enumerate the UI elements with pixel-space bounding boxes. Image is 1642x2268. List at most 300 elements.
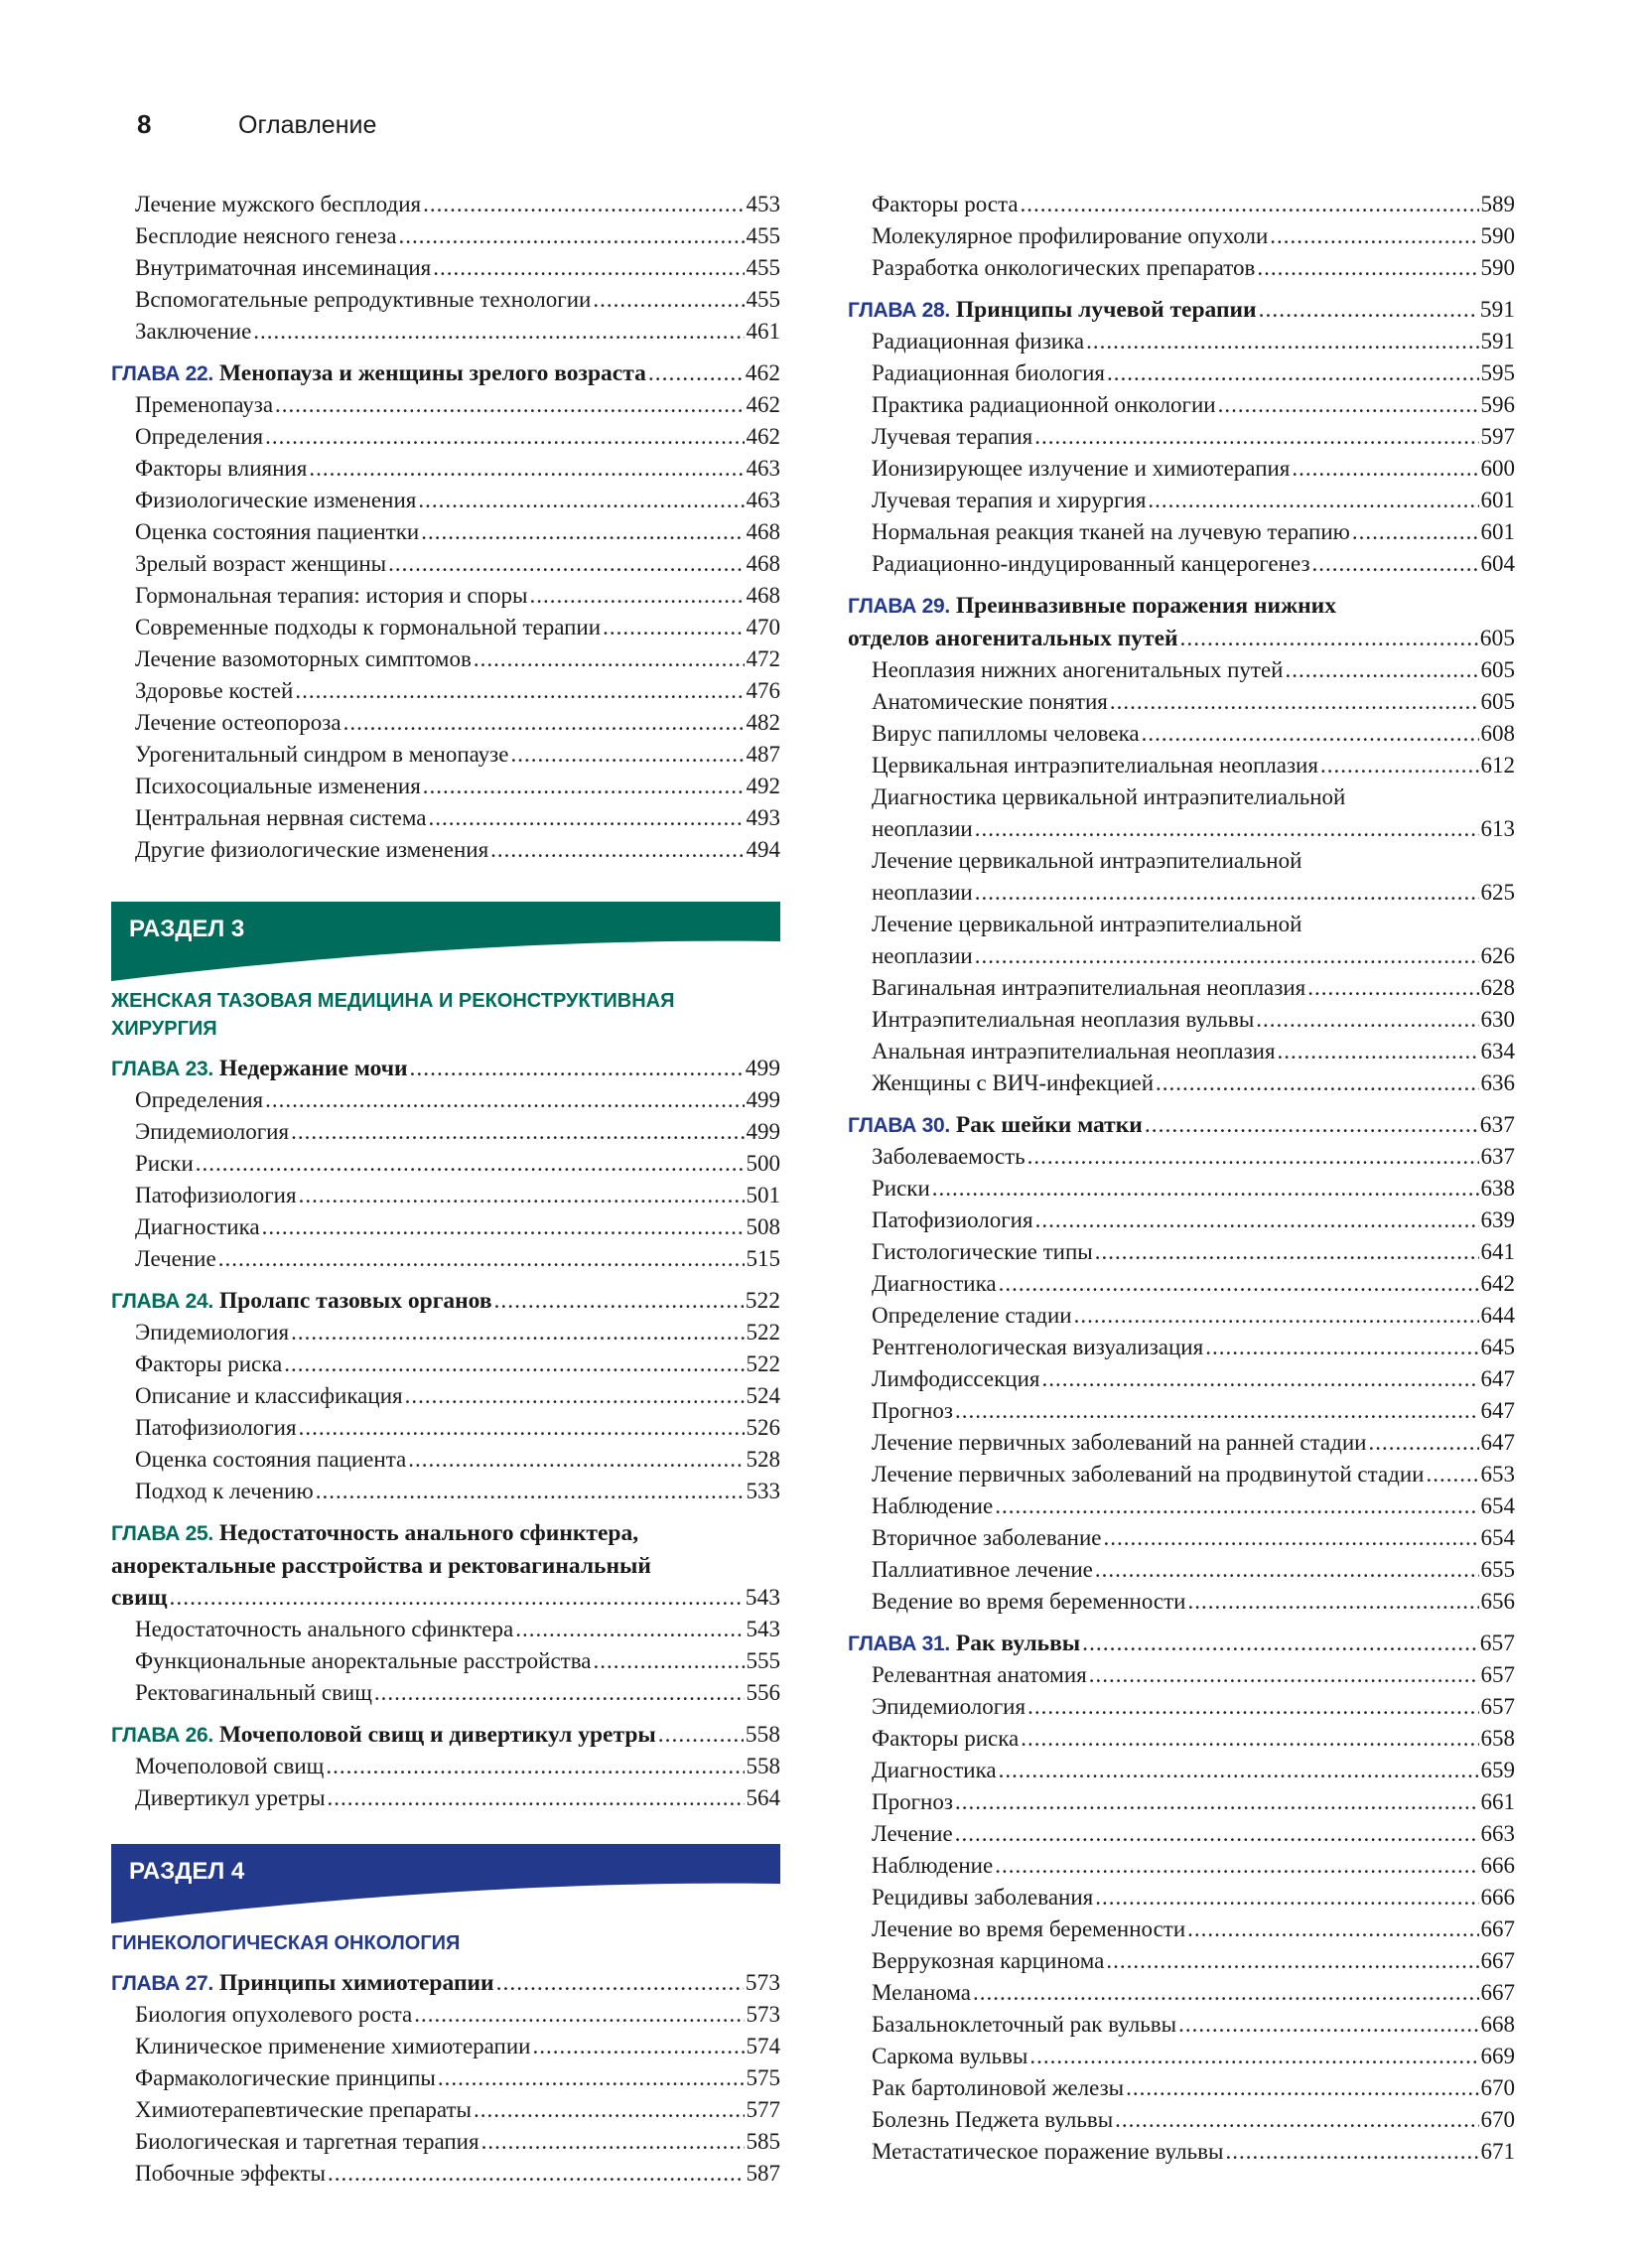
- entry-page: 533: [746, 1479, 780, 1503]
- toc-entry[interactable]: [848, 2041, 1515, 2072]
- chapter-title-line2: отделов аногенитальных путей: [848, 626, 1178, 651]
- entry-page: 656: [1480, 1589, 1515, 1614]
- toc-entry[interactable]: [111, 1148, 780, 1180]
- leader-dots: [170, 1582, 744, 1614]
- entry-page: 455: [746, 287, 780, 312]
- toc-entry[interactable]: [848, 1004, 1515, 1036]
- toc-entry[interactable]: [111, 1444, 780, 1476]
- entry-label: Радиационная биология: [872, 360, 1105, 385]
- leader-dots: [955, 1395, 1479, 1427]
- entry-label: Ректовагинальный свищ: [135, 1680, 372, 1705]
- toc-entry[interactable]: [848, 718, 1515, 750]
- entry-label: Лучевая терапия: [872, 424, 1033, 449]
- section-3-title: ЖЕНСКАЯ ТАЗОВАЯ МЕДИЦИНА И РЕКОНСТРУКТИВНАЯ ХИРУРГИЯ: [111, 990, 675, 1040]
- leader-dots: [1110, 686, 1479, 718]
- entry-page: 526: [746, 1415, 780, 1440]
- toc-entry[interactable]: [848, 1395, 1515, 1427]
- leader-dots: [1106, 1945, 1478, 1977]
- toc-entry[interactable]: [848, 2136, 1515, 2168]
- leader-dots: [1107, 357, 1479, 389]
- entry-label: Рентгенологическая визуализация: [872, 1335, 1204, 1359]
- toc-entry[interactable]: [848, 909, 1515, 972]
- entry-page: 600: [1480, 456, 1515, 481]
- leader-dots: [1312, 548, 1479, 580]
- entry-page: 468: [746, 583, 780, 608]
- toc-entry[interactable]: [111, 1180, 780, 1211]
- entry-label: Меланома: [872, 1980, 972, 2005]
- leader-dots: [284, 1348, 744, 1380]
- entry-label: Лечение: [135, 1246, 216, 1271]
- toc-entry[interactable]: [848, 972, 1515, 1004]
- entry-page: 666: [1480, 1853, 1515, 1878]
- leader-dots: [496, 1967, 744, 1999]
- leader-dots: [218, 1243, 745, 1275]
- toc-entry[interactable]: [848, 1755, 1515, 1786]
- toc-entry[interactable]: [111, 802, 780, 834]
- entry-page: 476: [746, 678, 780, 703]
- entry-page: 641: [1480, 1239, 1515, 1264]
- toc-entry[interactable]: [111, 421, 780, 453]
- toc-entry[interactable]: [111, 1677, 780, 1709]
- entry-label: Прогноз: [872, 1789, 953, 1814]
- toc-entry[interactable]: [848, 1363, 1515, 1395]
- entry-label: Здоровье костей: [135, 678, 294, 703]
- entry-label: Анатомические понятия: [872, 689, 1108, 714]
- leader-dots: [1225, 2136, 1478, 2168]
- entry-label: Базальноклеточный рак вульвы: [872, 2012, 1177, 2037]
- toc-entry[interactable]: [848, 1554, 1515, 1586]
- toc-entry[interactable]: [111, 1645, 780, 1677]
- entry-page: 487: [746, 742, 780, 767]
- toc-entry[interactable]: [848, 781, 1515, 845]
- toc-entry[interactable]: [848, 1300, 1515, 1332]
- toc-entry[interactable]: [111, 580, 780, 612]
- entry-label: Радиационная физика: [872, 329, 1085, 354]
- chapter-page: 522: [745, 1288, 780, 1314]
- entry-label: Саркома вульвы: [872, 2044, 1028, 2068]
- toc-entry[interactable]: [111, 1348, 780, 1380]
- toc-entry[interactable]: [111, 675, 780, 707]
- chapter-page: 543: [745, 1585, 780, 1611]
- chapter-title-line1: Недостаточность анального сфинктера,: [218, 1520, 639, 1546]
- chapter-title: Рак вульвы: [955, 1630, 1081, 1656]
- leader-dots: [932, 1173, 1479, 1205]
- leader-dots: [1027, 1141, 1479, 1173]
- entry-label: Гормональная терапия: история и споры: [135, 583, 528, 608]
- entry-label: Патофизиология: [872, 1207, 1033, 1232]
- chapter-page: 657: [1479, 1630, 1515, 1656]
- entry-page: 601: [1480, 488, 1515, 512]
- entry-page: 601: [1480, 519, 1515, 544]
- chapter-title: Менопауза и женщины зрелого возраста: [218, 360, 646, 386]
- leader-dots: [1095, 1236, 1479, 1268]
- entry-label: Фармакологические принципы: [135, 2065, 436, 2090]
- entry-label-line1: Лечение цервикальной интраэпителиальной: [872, 912, 1302, 936]
- toc-entry[interactable]: [848, 453, 1515, 485]
- toc-entry[interactable]: [111, 1084, 780, 1116]
- entry-page: 555: [746, 1648, 780, 1673]
- entry-label: Женщины с ВИЧ-инфекцией: [872, 1070, 1155, 1095]
- leader-dots: [1029, 2041, 1478, 2072]
- entry-page: 463: [746, 456, 780, 481]
- entry-page: 587: [746, 2161, 780, 2186]
- entry-label: Вторичное заболевание: [872, 1525, 1102, 1550]
- toc-entry[interactable]: [111, 1412, 780, 1444]
- leader-dots: [494, 1285, 744, 1317]
- toc-entry[interactable]: [848, 1522, 1515, 1554]
- toc-entry[interactable]: [111, 2158, 780, 2190]
- chapter-page: 558: [745, 1722, 780, 1748]
- entry-page: 667: [1480, 1980, 1515, 2005]
- toc-entry[interactable]: [111, 1751, 780, 1782]
- toc-entry[interactable]: [111, 548, 780, 580]
- leader-dots: [423, 189, 744, 220]
- toc-entry[interactable]: [848, 1141, 1515, 1173]
- toc-entry[interactable]: [848, 1490, 1515, 1522]
- toc-entry[interactable]: [848, 1945, 1515, 1977]
- toc-entry[interactable]: [848, 389, 1515, 421]
- section-3-banner: [111, 902, 780, 981]
- toc-entry[interactable]: [848, 485, 1515, 516]
- toc-entry[interactable]: [111, 1243, 780, 1275]
- entry-label: Лучевая терапия и хирургия: [872, 488, 1147, 512]
- entry-label: Лечение во время беременности: [872, 1916, 1186, 1941]
- toc-chapter-28[interactable]: [848, 294, 1515, 326]
- entry-page: 657: [1480, 1694, 1515, 1719]
- entry-page: 522: [746, 1351, 780, 1376]
- entry-label: Дивертикул уретры: [135, 1785, 326, 1810]
- toc-entry[interactable]: [848, 1786, 1515, 1818]
- entry-label: Урогенитальный синдром в менопаузе: [135, 742, 509, 767]
- leader-dots: [658, 1719, 744, 1751]
- entry-page: 577: [746, 2097, 780, 2122]
- entry-label: Биология опухолевого роста: [135, 2002, 413, 2027]
- entry-page: 634: [1480, 1039, 1515, 1063]
- entry-label: Веррукозная карцинома: [872, 1948, 1105, 1973]
- toc-entry[interactable]: [848, 1723, 1515, 1755]
- leader-dots: [1257, 252, 1478, 284]
- entry-label: Болезнь Педжета вульвы: [872, 2107, 1114, 2132]
- entry-label: Цервикальная интраэпителиальная неоплазия: [872, 753, 1318, 778]
- entry-label: Лечение: [872, 1821, 953, 1846]
- toc-chapter-31[interactable]: [848, 1628, 1515, 1659]
- leader-dots: [405, 1380, 745, 1412]
- toc-entry[interactable]: [111, 453, 780, 485]
- entry-label-line2: неоплазии: [872, 943, 973, 968]
- entry-page: 669: [1480, 2044, 1515, 2068]
- entry-page: 501: [746, 1183, 780, 1207]
- entry-page: 585: [746, 2129, 780, 2154]
- leader-dots: [275, 389, 744, 421]
- entry-label: Факторы роста: [872, 192, 1019, 216]
- toc-chapter-29[interactable]: [848, 590, 1515, 654]
- entry-label: Нормальная реакция тканей на лучевую терапию: [872, 519, 1350, 544]
- toc-entry[interactable]: [111, 1211, 780, 1243]
- leader-dots: [343, 707, 745, 739]
- entry-page: 657: [1480, 1662, 1515, 1687]
- entry-label: Оценка состояния пациентки: [135, 519, 420, 544]
- leader-dots: [603, 612, 744, 643]
- entry-label-line1: Диагностика цервикальной интраэпителиальной: [872, 784, 1346, 809]
- entry-label: Гистологические типы: [872, 1239, 1093, 1264]
- entry-page: 463: [746, 488, 780, 512]
- leader-dots: [1042, 1363, 1479, 1395]
- section-4-banner: [111, 1844, 780, 1923]
- toc-entry[interactable]: [848, 1427, 1515, 1459]
- toc-entry[interactable]: [111, 2062, 780, 2094]
- toc-entry[interactable]: [848, 1586, 1515, 1618]
- toc-entry[interactable]: [111, 643, 780, 675]
- entry-label: Метастатическое поражение вульвы: [872, 2139, 1224, 2164]
- toc-entry[interactable]: [111, 707, 780, 739]
- entry-page: 647: [1480, 1398, 1515, 1423]
- page-number: 8: [137, 109, 152, 139]
- leader-dots: [474, 2094, 745, 2126]
- toc-entry[interactable]: [848, 357, 1515, 389]
- toc-entry[interactable]: [111, 1614, 780, 1645]
- entry-page: 653: [1480, 1462, 1515, 1487]
- toc-entry[interactable]: [111, 485, 780, 516]
- entry-label: Анальная интраэпителиальная неоплазия: [872, 1039, 1276, 1063]
- toc-entry[interactable]: [848, 1173, 1515, 1205]
- chapter-label: ГЛАВА 30.: [848, 1114, 950, 1137]
- toc-entry[interactable]: [848, 1914, 1515, 1945]
- entry-label: Диагностика: [135, 1214, 260, 1239]
- toc-entry[interactable]: [848, 516, 1515, 548]
- leader-dots: [291, 1116, 744, 1148]
- entry-page: 608: [1480, 721, 1515, 746]
- leader-dots: [1256, 1004, 1478, 1036]
- entry-page: 462: [746, 392, 780, 417]
- entry-page: 573: [746, 2002, 780, 2027]
- leader-dots: [438, 2062, 745, 2094]
- leader-dots: [398, 220, 744, 252]
- toc-entry[interactable]: [848, 1459, 1515, 1490]
- leader-dots: [429, 802, 745, 834]
- toc-chapter-22[interactable]: [111, 357, 780, 389]
- entry-label: Рак бартолиновой железы: [872, 2075, 1125, 2100]
- toc-entry[interactable]: [111, 1999, 780, 2031]
- chapter-page: 573: [745, 1970, 780, 1996]
- entry-label: Вспомогательные репродуктивные технологии: [135, 287, 592, 312]
- leader-dots: [262, 1211, 745, 1243]
- leader-dots: [490, 834, 744, 866]
- chapter-page: 462: [745, 360, 780, 386]
- entry-page: 461: [746, 319, 780, 344]
- leader-dots: [1126, 2072, 1478, 2104]
- toc-entry[interactable]: [848, 1268, 1515, 1300]
- leader-dots: [1218, 389, 1479, 421]
- leader-dots: [253, 316, 744, 348]
- leader-dots: [532, 2031, 744, 2062]
- toc-entry[interactable]: [111, 252, 780, 284]
- entry-page: 556: [746, 1680, 780, 1705]
- toc-entry[interactable]: [848, 2104, 1515, 2136]
- entry-page: 655: [1480, 1557, 1515, 1582]
- toc-entry[interactable]: [848, 2072, 1515, 2104]
- leader-dots: [410, 1053, 744, 1084]
- entry-page: 605: [1480, 689, 1515, 714]
- leader-dots: [510, 739, 744, 771]
- entry-page: 625: [1480, 880, 1515, 905]
- entry-page: 470: [746, 615, 780, 639]
- entry-label: Зрелый возраст женщины: [135, 551, 387, 576]
- leader-dots: [374, 1677, 745, 1709]
- entry-label: Лечение первичных заболеваний на ранней стадии: [872, 1430, 1367, 1455]
- leader-dots: [1352, 516, 1479, 548]
- toc-entry[interactable]: [848, 1067, 1515, 1099]
- leader-dots: [1205, 1332, 1478, 1363]
- toc-entry[interactable]: [111, 516, 780, 548]
- toc-entry[interactable]: [111, 189, 780, 220]
- entry-page: 663: [1480, 1821, 1515, 1846]
- entry-page: 638: [1480, 1176, 1515, 1201]
- chapter-title: Недержание мочи: [218, 1056, 408, 1081]
- toc-entry[interactable]: [848, 252, 1515, 284]
- entry-page: 645: [1480, 1335, 1515, 1359]
- entry-label: Физиологические изменения: [135, 488, 417, 512]
- toc-entry[interactable]: [111, 2094, 780, 2126]
- toc-chapter-25[interactable]: [111, 1517, 780, 1614]
- toc-chapter-26[interactable]: [111, 1719, 780, 1751]
- toc-entry[interactable]: [848, 1332, 1515, 1363]
- toc-entry[interactable]: [848, 421, 1515, 453]
- toc-entry[interactable]: [111, 316, 780, 348]
- toc-chapter-30[interactable]: [848, 1109, 1515, 1141]
- toc-entry[interactable]: [111, 834, 780, 866]
- entry-label: Лечение остеопороза: [135, 710, 342, 735]
- toc-entry[interactable]: [111, 2126, 780, 2158]
- entry-page: 613: [1480, 816, 1515, 841]
- entry-page: 639: [1480, 1207, 1515, 1232]
- entry-page: 589: [1480, 192, 1515, 216]
- entry-page: 666: [1480, 1885, 1515, 1910]
- chapter-page: 591: [1479, 297, 1515, 323]
- toc-entry[interactable]: [111, 2031, 780, 2062]
- entry-page: 472: [746, 646, 780, 671]
- entry-label: Факторы влияния: [135, 456, 308, 481]
- leader-dots: [418, 485, 744, 516]
- entry-page: 499: [746, 1119, 780, 1144]
- entry-label: Клиническое применение химиотерапии: [135, 2034, 531, 2058]
- toc-entry[interactable]: [848, 686, 1515, 718]
- leader-dots: [1368, 1427, 1478, 1459]
- entry-label: Неоплазия нижних аногенитальных путей: [872, 657, 1284, 682]
- toc-entry[interactable]: [111, 1782, 780, 1814]
- leader-dots: [1089, 1659, 1479, 1691]
- toc-entry[interactable]: [848, 326, 1515, 357]
- section-4-title: ГИНЕКОЛОГИЧЕСКАЯ ОНКОЛОГИЯ: [111, 1932, 461, 1954]
- toc-entry[interactable]: [848, 1659, 1515, 1691]
- entry-page: 659: [1480, 1758, 1515, 1782]
- toc-entry[interactable]: [848, 189, 1515, 220]
- toc-entry[interactable]: [848, 1977, 1515, 2009]
- toc-entry[interactable]: [848, 220, 1515, 252]
- entry-label: Практика радиационной онкологии: [872, 392, 1216, 417]
- toc-entry[interactable]: [848, 1205, 1515, 1236]
- toc-entry[interactable]: [111, 612, 780, 643]
- entry-page: 612: [1480, 753, 1515, 778]
- toc-entry[interactable]: [111, 284, 780, 316]
- entry-label: Определения: [135, 424, 264, 449]
- leader-dots: [1082, 1628, 1478, 1659]
- entry-label: Вагинальная интраэпителиальная неоплазия: [872, 975, 1306, 1000]
- chapter-label: ГЛАВА 27.: [111, 1972, 213, 1995]
- entry-page: 468: [746, 519, 780, 544]
- toc-entry[interactable]: [848, 845, 1515, 909]
- toc-chapter-27[interactable]: [111, 1967, 780, 1999]
- section-label: РАЗДЕЛ 4: [129, 1858, 245, 1885]
- toc-entry[interactable]: [848, 2009, 1515, 2041]
- leader-dots: [265, 1084, 744, 1116]
- entry-page: 492: [746, 774, 780, 798]
- entry-page: 597: [1480, 424, 1515, 449]
- toc-entry[interactable]: [848, 1236, 1515, 1268]
- leader-dots: [421, 516, 744, 548]
- entry-page: 647: [1480, 1430, 1515, 1455]
- toc-entry[interactable]: [848, 654, 1515, 686]
- entry-label: Оценка состояния пациента: [135, 1447, 407, 1472]
- entry-page: 591: [1480, 329, 1515, 354]
- toc-entry[interactable]: [848, 548, 1515, 580]
- toc-entry[interactable]: [848, 1818, 1515, 1850]
- leader-dots: [326, 1751, 744, 1782]
- entry-page: 626: [1480, 943, 1515, 968]
- entry-label: Заболеваемость: [872, 1144, 1026, 1169]
- toc-entry[interactable]: [848, 1882, 1515, 1914]
- toc-chapter-23[interactable]: [111, 1053, 780, 1084]
- entry-page: 647: [1480, 1366, 1515, 1391]
- entry-label: Факторы риска: [872, 1726, 1020, 1751]
- entry-label: Функциональные аноректальные расстройства: [135, 1648, 592, 1673]
- toc-entry[interactable]: [848, 1850, 1515, 1882]
- toc-entry[interactable]: [848, 750, 1515, 781]
- toc-entry[interactable]: [111, 389, 780, 421]
- entry-label: Диагностика: [872, 1271, 997, 1296]
- entry-page: 590: [1480, 255, 1515, 280]
- entry-label: Риски: [872, 1176, 930, 1201]
- toc-chapter-24[interactable]: [111, 1285, 780, 1317]
- chapter-label: ГЛАВА 26.: [111, 1724, 213, 1747]
- chapter-title: Принципы химиотерапии: [218, 1970, 494, 1996]
- toc-entry[interactable]: [111, 1317, 780, 1348]
- leader-dots: [1292, 453, 1478, 485]
- toc-entry[interactable]: [111, 1380, 780, 1412]
- leader-dots: [955, 1786, 1479, 1818]
- toc-entry[interactable]: [111, 1476, 780, 1507]
- leader-dots: [1035, 1205, 1479, 1236]
- entry-label: Наблюдение: [872, 1853, 994, 1878]
- toc-entry[interactable]: [848, 1036, 1515, 1067]
- entry-label: Лечение первичных заболеваний на продвинутой стадии: [872, 1462, 1425, 1487]
- toc-entry[interactable]: [111, 220, 780, 252]
- leader-dots: [1187, 1914, 1478, 1945]
- toc-entry[interactable]: [111, 771, 780, 802]
- leader-dots: [1142, 718, 1479, 750]
- toc-entry[interactable]: [111, 1116, 780, 1148]
- entry-page: 670: [1480, 2075, 1515, 2100]
- leader-dots: [1187, 1586, 1478, 1618]
- leader-dots: [973, 1977, 1478, 2009]
- entry-label: Эпидемиология: [135, 1320, 290, 1345]
- leader-dots: [423, 771, 745, 802]
- entry-label: Риски: [135, 1151, 194, 1176]
- toc-entry[interactable]: [111, 739, 780, 771]
- entry-page: 515: [746, 1246, 780, 1271]
- leader-dots: [648, 357, 744, 389]
- entry-label: Наблюдение: [872, 1493, 994, 1518]
- toc-entry[interactable]: [848, 1691, 1515, 1723]
